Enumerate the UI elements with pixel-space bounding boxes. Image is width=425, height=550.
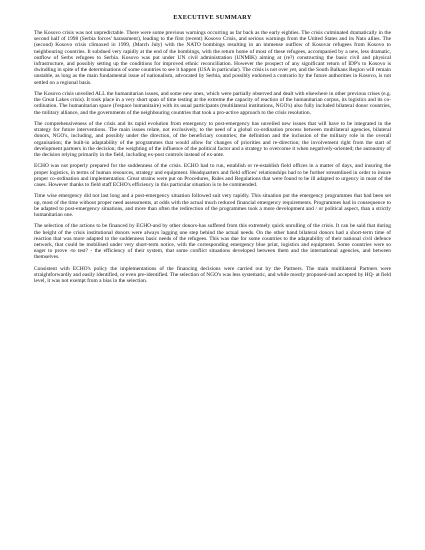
paragraph-7: Consistent with ECHO's policy the implementations of the financing decisions were carried out by the Partners. The main multilateral Partners were straightforwardly and easily identified, or even pre-identified. The selection of NGO's was less systematic, and while mostly proposed-and accepted by HQ- at field level, it was not exempt from a bias in the selection.: [34, 265, 391, 285]
paragraph-3: The comprehensiveness of the crisis and its rapid evolution from emergency to post-emergency has unveiled new issues that will have to be integrated in the strategy for future interventions. The main issues relate, not exclusively, to the need of a global co-ordination process between multilateral agencies, bilateral donors, NGO's, including, and possibly under the direction, of the beneficiary countries; the definition and the inclusion of the military role in the overall organisation; the built-in adaptability of the programmes that would allow for changes of priorities and re-direction; the involvement right from the start of development partners in the decision; the weighting of the influence of the political factor and a strategy to overcome it when negatively-oriented; the autonomy of the decision relying primarily in the field, including ex-post controls instead of ex-ante.: [34, 121, 391, 159]
document-body: [34, 30, 391, 290]
paragraph-2: The Kosovo crisis unveiled ALL the humanitarian issues, and some new ones, which were partially observed and dealt with elsewhere in other previous crises (e.g. the Great Lakes crisis). It took place in a very short span of time testing at the extreme the capacity of reaction of the humanitarian corpus, its logistics and its co-ordination. The humanitarian space (l'espace humanitaire) with its usual participants (multilateral institutions, NGO's) also fully included bilateral donor countries, the military alliance, and the governments of the neighbouring countries that took a pro-active approach to the crisis resolution.: [34, 91, 391, 116]
paragraph-4: ECHO was not properly prepared for the suddenness of the crisis. ECHO had to run, establish or re-establish field offices in a matter of days, and insuring the proper logistics, in terms of human resources, strategy and equipment. Headquarters and field offices' relationships had to be further streamlined in order to insure proper co-ordination and implementation. Great strains were put on Procedures, Rules and Regulations that were found to be ill adapted to urgency in most of the cases. However thanks to field staff ECHO's efficiency in this particular situation is to be commended.: [34, 163, 391, 189]
paragraph-1: The Kosovo crisis was not unpredictable. There were some previous warnings occurring as far back as the early eighties. The crisis culminated dramatically in the second half of 1998 (Serbia forces' harassment), leading to the first (recent) Kosovo Crisis, and serious warnings from the United States and its Nato allies. The (second) Kosovo crisis climaxed in 1999, (March July) with the NATO bombings resulting in an immense outflow of Kosovar refugees from Kosovo to neighbouring countries. It subdued very rapidly at the end of the bombings, with the return home of most of these refugees, accompanied by a new, less dramatic, outflow of Serbs refugees to Serbia. Kosovo was put under UN civil administration (UNMIK) aiming at (re?) constructing the basic civil and physical infrastructure, and possibly setting up the conditions for improved ethnic reconciliation. However the prospect of any significant return of IDP's to Kosovo is dwindling in spite of the determinations of some countries to see it happen (USA in particular). The crisis is not over yet, and the South Balkans Region will remain unstable, as long as the main fundamental issue of nationalism, advocated by Serbia, and possibly endorsed a contrario by the future authorities in Kosovo, is not settled on a regional basis.: [34, 30, 391, 86]
page-title: EXECUTIVE SUMMARY: [173, 14, 252, 21]
paragraph-6: The selection of the actions to be financed by ECHO-and by other donors-has suffered from this extremely quick unrolling of the crisis. It can be said that during the height of the crisis institutional donors were always lagging one step behind the actual needs. On the other hand bilateral donors had a short-term time of reaction that was more adapted to the suddenness basic needs of the refugees. This was due for some countries to the adaptability of their national civil defence network, that could be mobilised under very short-term notice, with the corresponding emergency blue print, logistics and equipment. Some countries were so eager to prove -to test? - the efficiency of their system, that some conflict situations developed between them and the international agencies, and between themselves.: [34, 223, 391, 261]
paragraph-5: Time wise emergency did not last long and a post-emergency situation followed suit very rapidly. This situation put the emergency programmes that had been set up, most of the time without proper need assessments, at odds with the actual much reduced financial emergency requirements. Programmes had in consequence to be adapted to post-emergency situations, and more than often the redirection of the programmes took a more development and / or political aspect, than a strictly humanitarian one.: [34, 193, 391, 219]
